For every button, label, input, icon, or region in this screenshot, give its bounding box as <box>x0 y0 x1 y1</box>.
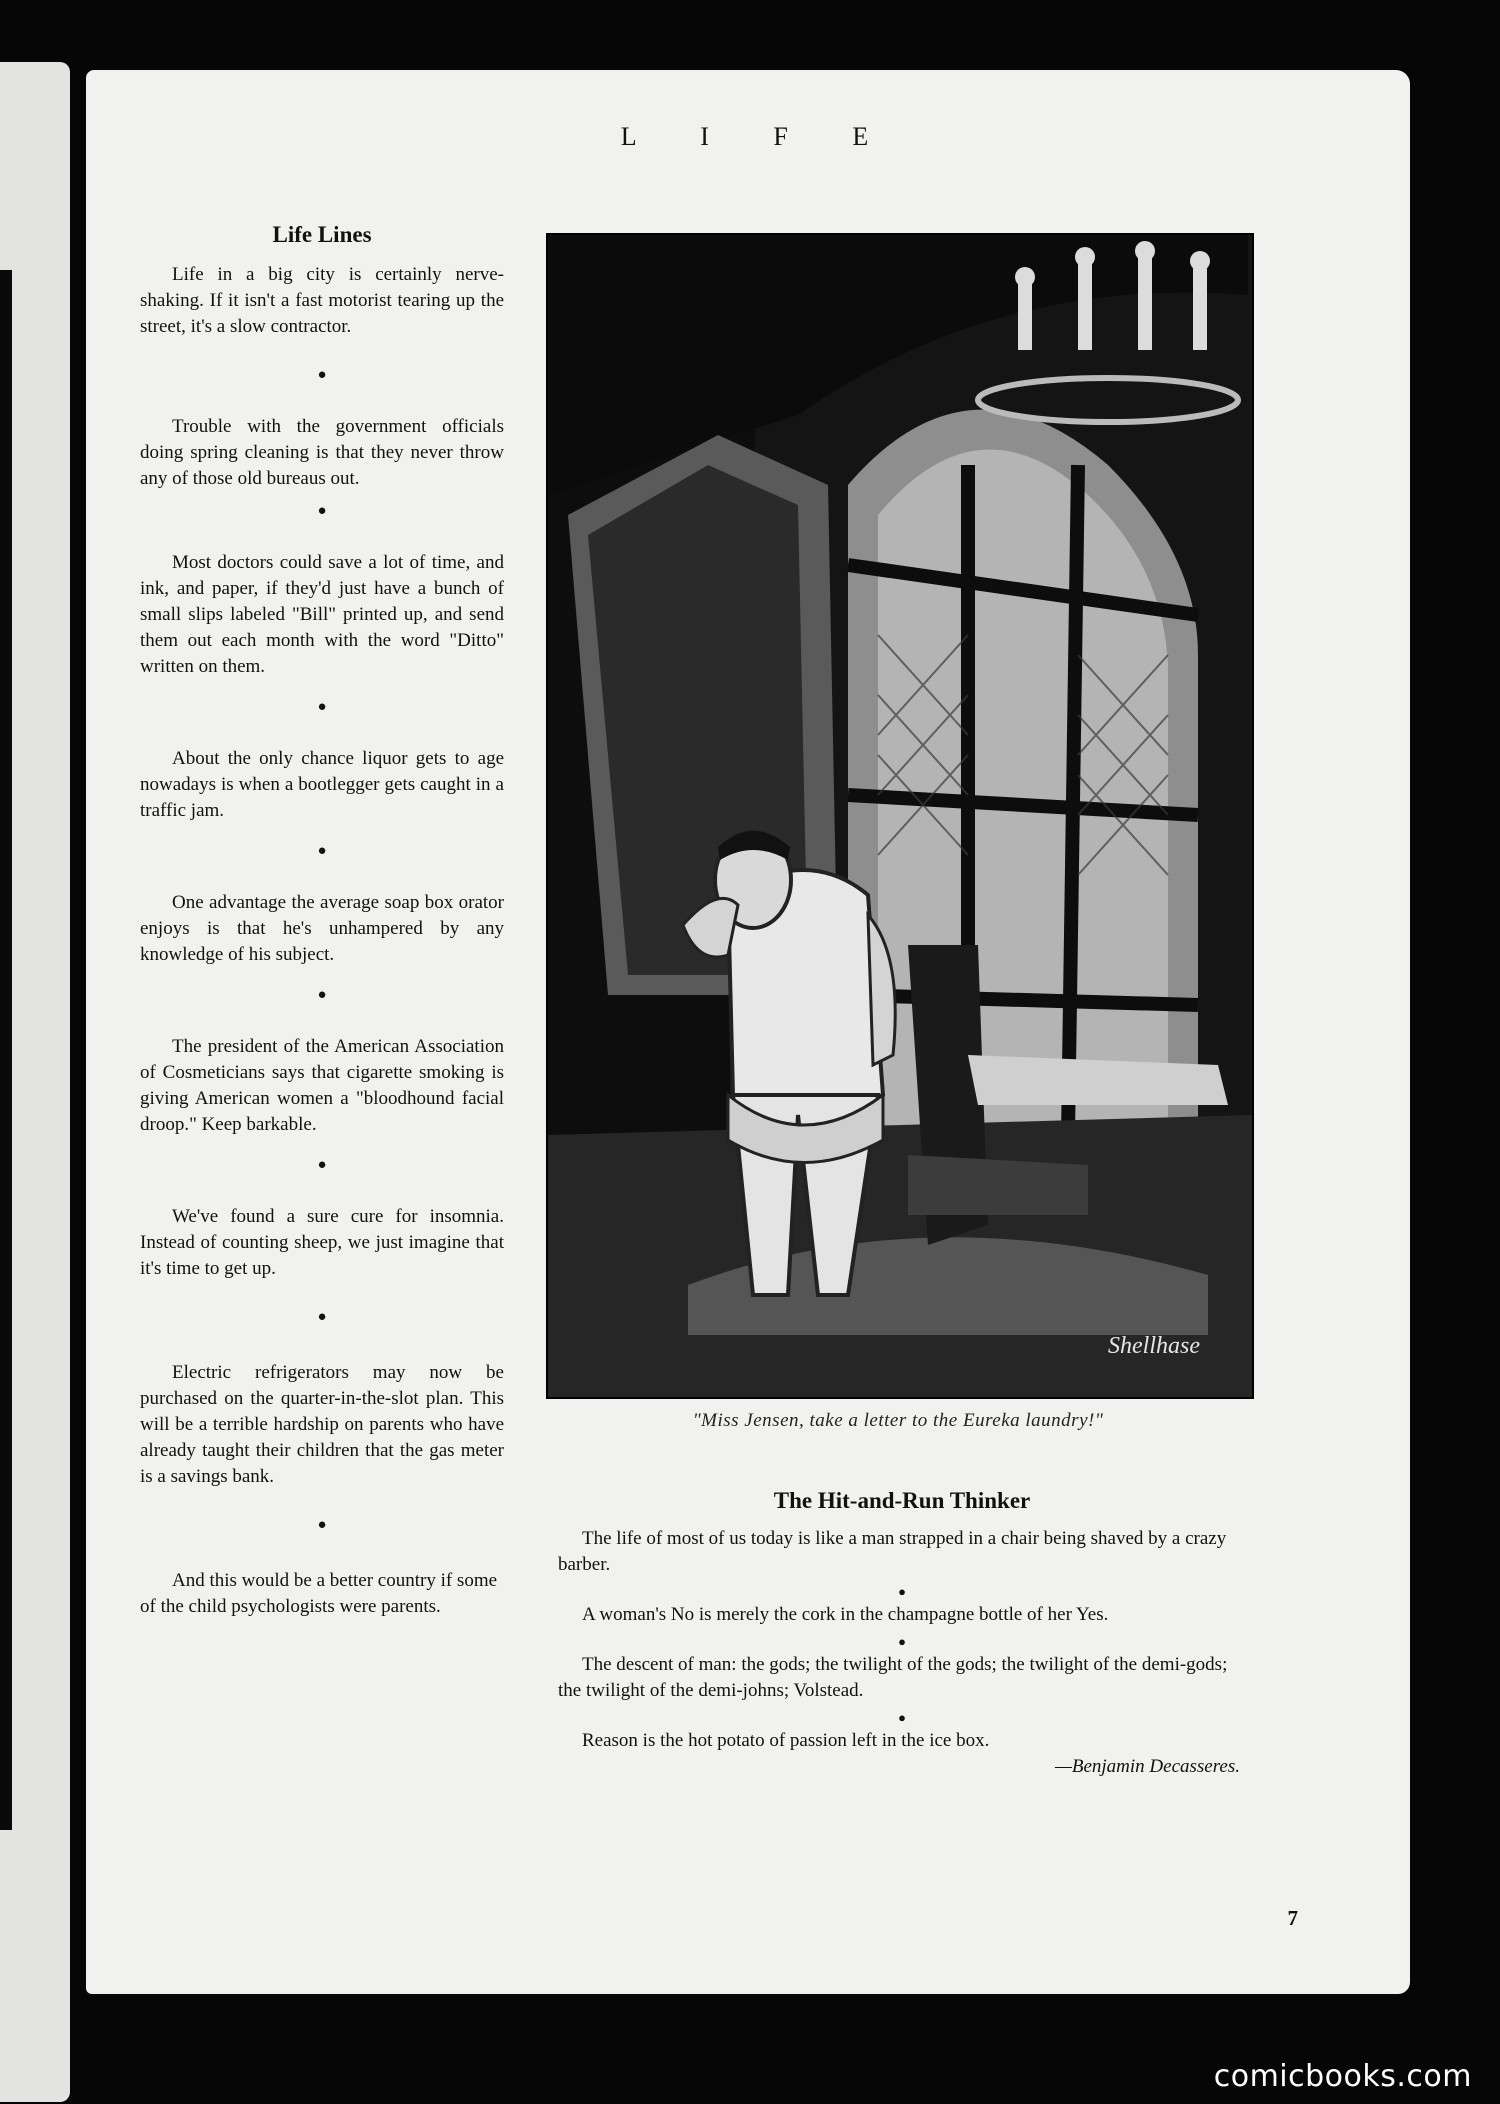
life-lines-item: Electric refrigerators may now be purchased on the quarter-in-the-slot plan. This will be a terrible hardship on parents who have already taught their children that the gas meter is a savings bank. <box>140 1362 504 1487</box>
hit-and-run-item: Reason is the hot potato of passion left in the ice box. <box>582 1730 990 1751</box>
life-lines-item: About the only chance liquor gets to age nowadays is when a bootlegger gets caught in a traffic jam. <box>140 748 504 821</box>
site-watermark: comicbooks.com <box>1213 2059 1472 2094</box>
cartoon-drawing <box>548 235 1252 1397</box>
bullet-separator: ● <box>317 1157 327 1173</box>
cartoon-caption: "Miss Jensen, take a letter to the Eureka laundry!" <box>692 1410 1104 1431</box>
life-lines-column <box>140 222 504 1620</box>
life-lines-item: Most doctors could save a lot of time, and ink, and paper, if they'd just have a bunch of small slips labeled "Bill" printed up, and send them out each month with the word "Ditto" written on them. <box>140 552 504 677</box>
facing-page-shadow <box>0 270 12 1830</box>
hit-and-run-title: The Hit-and-Run Thinker <box>773 1488 1031 1513</box>
life-lines-item: One advantage the average soap box orator enjoys is that he's unhampered by any knowledge of his subject. <box>140 892 504 965</box>
bullet-separator: ● <box>317 843 327 859</box>
bullet-separator: ● <box>317 1309 327 1325</box>
life-lines-item: Trouble with the government officials doing spring cleaning is that they never throw any of those old bureaus out. <box>140 416 504 489</box>
bullet-separator: ● <box>898 1710 906 1725</box>
bullet-separator: ● <box>898 1584 906 1599</box>
bullet-separator: ● <box>317 699 327 715</box>
life-lines-item: Life in a big city is certainly nerve-shaking. If it isn't a fast motorist tearing up the street, it's a slow contractor. <box>140 264 504 337</box>
life-lines-title: Life Lines <box>272 222 372 247</box>
bullet-separator: ● <box>898 1634 906 1649</box>
author-byline: —Benjamin Decasseres. <box>1054 1756 1240 1777</box>
bullet-separator: ● <box>317 1517 327 1533</box>
bullet-separator: ● <box>317 503 327 519</box>
life-lines-item: The president of the American Association of Cosmeticians says that cigarette smoking is giving American women a "bloodhound facial droop." Keep barkable. <box>140 1036 504 1135</box>
life-lines-item: And this would be a better country if some of the child psychologists were parents. <box>140 1570 498 1617</box>
page-header: L I F E <box>620 122 898 151</box>
hit-and-run-item: The descent of man: the gods; the twilight of the gods; the twilight of the demi-gods; the twilight of the demi-johns; Volstead. <box>558 1654 1228 1701</box>
bullet-separator: ● <box>317 367 327 383</box>
bullet-separator: ● <box>317 987 327 1003</box>
hit-and-run-item: The life of most of us today is like a man strapped in a chair being shaved by a crazy barber. <box>558 1528 1227 1575</box>
cartoon-illustration <box>546 233 1254 1399</box>
hit-and-run-item: A woman's No is merely the cork in the champagne bottle of her Yes. <box>582 1604 1109 1625</box>
page-number: 7 <box>1287 1906 1298 1930</box>
artist-signature: Shellhase <box>1108 1333 1200 1359</box>
hit-and-run-column <box>558 1488 1246 1778</box>
life-lines-item: We've found a sure cure for insomnia. Instead of counting sheep, we just imagine that it's time to get up. <box>140 1206 504 1279</box>
magazine-page <box>86 70 1410 1994</box>
